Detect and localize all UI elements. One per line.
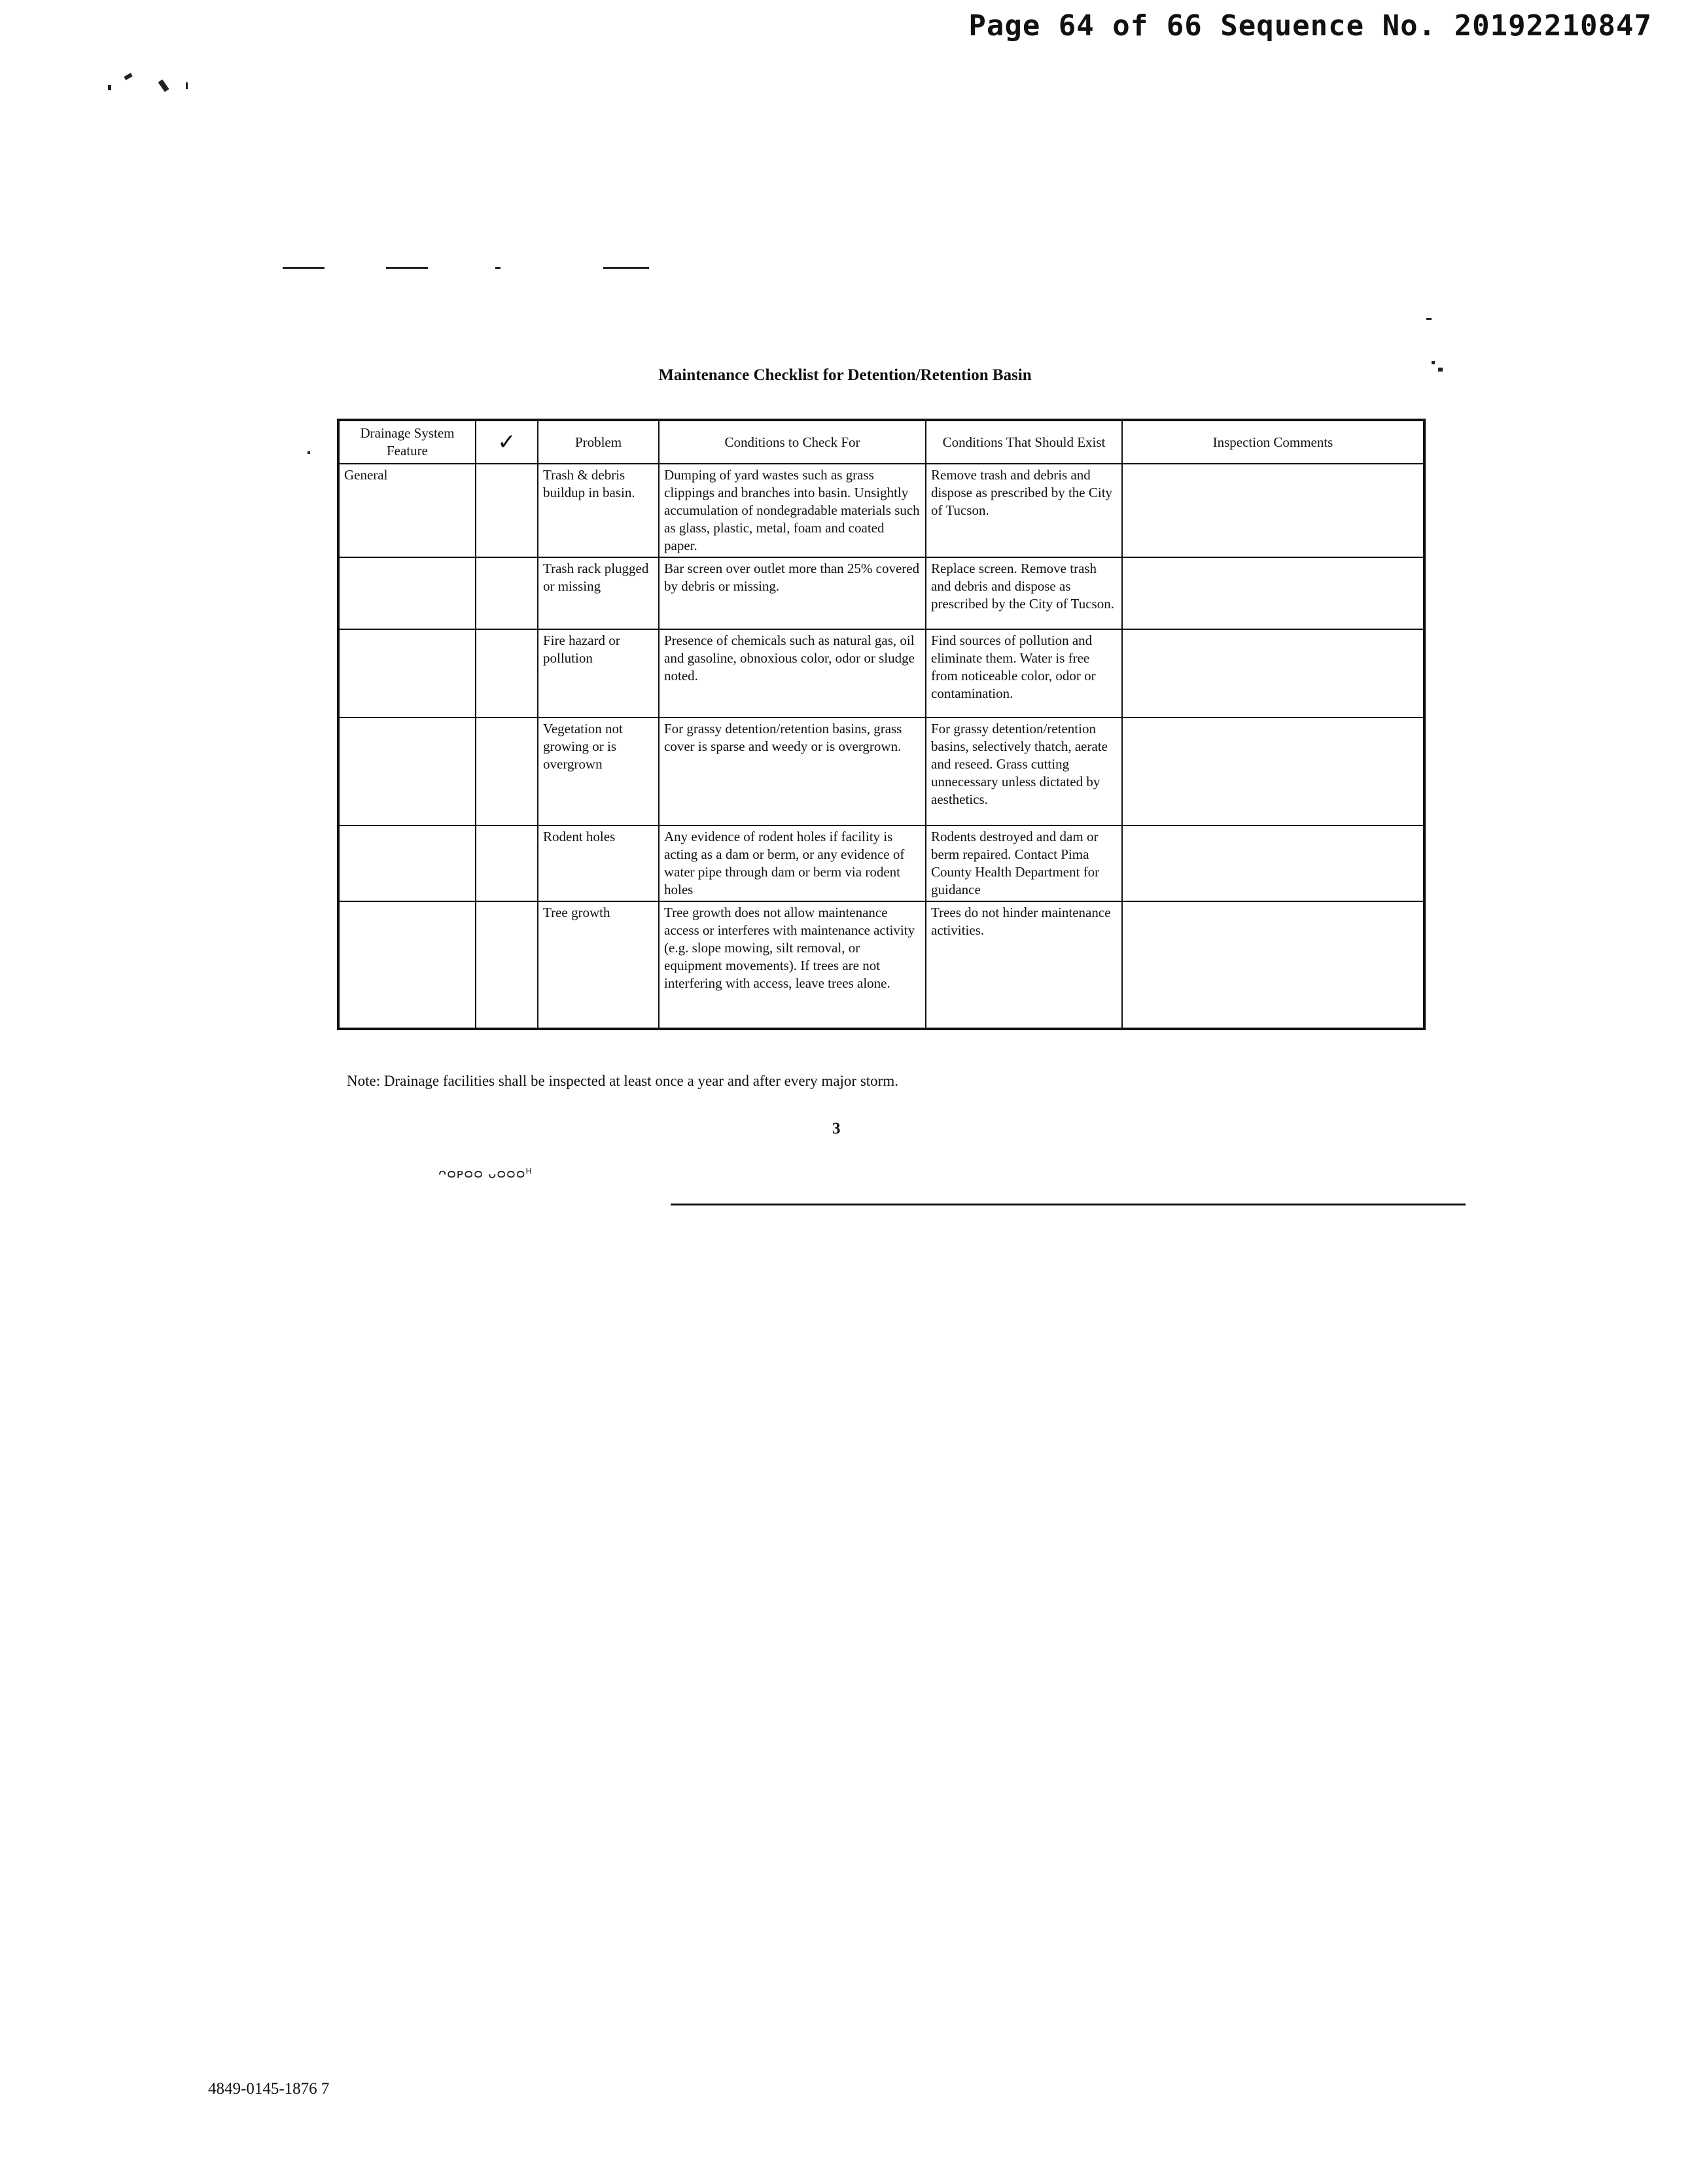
- scan-dash: [603, 267, 649, 269]
- table-row: [338, 825, 1424, 901]
- maintenance-checklist-table: [337, 419, 1426, 1030]
- column-header-check: [476, 420, 538, 464]
- problem-cell: Trash & debris buildup in basin.: [538, 464, 659, 557]
- feature-cell: General: [338, 464, 476, 557]
- page-sequence-stamp: Page 64 of 66 Sequence No. 20192210847: [968, 9, 1652, 43]
- check-for-cell: Dumping of yard wastes such as grass clippings and branches into basin. Unsightly accumulation of nondegradable materials such as glass, plastic, metal, foam and coated paper.: [659, 464, 926, 557]
- comments-cell: [1122, 629, 1424, 718]
- check-for-cell: For grassy detention/retention basins, grass cover is sparse and weedy or is overgrown.: [659, 718, 926, 825]
- scan-speck: [108, 85, 111, 90]
- table-row: [338, 557, 1424, 629]
- scan-dash: [283, 267, 325, 269]
- document-id: 4849-0145-1876 7: [208, 2080, 330, 2098]
- comments-cell: [1122, 825, 1424, 901]
- feature-cell: [338, 901, 476, 1029]
- scan-dash: [386, 267, 428, 269]
- handwritten-mark: ᴖᴑᴘᴑᴑ ᴗᴑᴑᴑᴴ: [438, 1166, 533, 1181]
- column-header-conditions-check: Conditions to Check For: [659, 420, 926, 464]
- column-header-comments: Inspection Comments: [1122, 420, 1424, 464]
- table-row: [338, 718, 1424, 825]
- check-cell: [476, 464, 538, 557]
- check-for-cell: Presence of chemicals such as natural gas, oil and gasoline, obnoxious color, odor or sludge noted.: [659, 629, 926, 718]
- scan-speck: [124, 73, 132, 80]
- should-exist-cell: Remove trash and debris and dispose as prescribed by the City of Tucson.: [926, 464, 1122, 557]
- scan-speck: [1432, 361, 1435, 364]
- should-exist-cell: Find sources of pollution and eliminate them. Water is free from noticeable color, odor or contamination.: [926, 629, 1122, 718]
- should-exist-cell: Rodents destroyed and dam or berm repaired. Contact Pima County Health Department for guidance: [926, 825, 1122, 901]
- problem-cell: Vegetation not growing or is overgrown: [538, 718, 659, 825]
- check-cell: [476, 629, 538, 718]
- scan-speck: [186, 82, 188, 89]
- feature-cell: [338, 825, 476, 901]
- problem-cell: Fire hazard or pollution: [538, 629, 659, 718]
- check-for-cell: Any evidence of rodent holes if facility is acting as a dam or berm, or any evidence of water pipe through dam or berm via rodent holes: [659, 825, 926, 901]
- problem-cell: Trash rack plugged or missing: [538, 557, 659, 629]
- comments-cell: [1122, 557, 1424, 629]
- check-cell: [476, 718, 538, 825]
- column-header-feature: Drainage System Feature: [338, 420, 476, 464]
- scan-speck: [1426, 318, 1432, 320]
- checklist-title: Maintenance Checklist for Detention/Retention Basin: [658, 366, 1032, 384]
- table-row: [338, 629, 1424, 718]
- column-header-conditions-exist: Conditions That Should Exist: [926, 420, 1122, 464]
- feature-cell: [338, 629, 476, 718]
- check-cell: [476, 557, 538, 629]
- scan-speck: [158, 79, 169, 92]
- inspection-note: Note: Drainage facilities shall be inspected at least once a year and after every major storm.: [347, 1073, 898, 1089]
- table-row: [338, 901, 1424, 1029]
- signature-line: [671, 1204, 1466, 1205]
- problem-cell: Rodent holes: [538, 825, 659, 901]
- table-row: [338, 464, 1424, 557]
- comments-cell: [1122, 901, 1424, 1029]
- should-exist-cell: Trees do not hinder maintenance activities.: [926, 901, 1122, 1029]
- should-exist-cell: For grassy detention/retention basins, selectively thatch, aerate and reseed. Grass cutting unnecessary unless dictated by aesthetics.: [926, 718, 1122, 825]
- comments-cell: [1122, 718, 1424, 825]
- check-cell: [476, 825, 538, 901]
- scan-speck: [308, 451, 310, 454]
- check-for-cell: Bar screen over outlet more than 25% covered by debris or missing.: [659, 557, 926, 629]
- check-for-cell: Tree growth does not allow maintenance access or interferes with maintenance activity (e.g. slope mowing, silt removal, or equipment movements). If trees are not interfering with access, leave trees alone.: [659, 901, 926, 1029]
- feature-cell: [338, 718, 476, 825]
- feature-cell: [338, 557, 476, 629]
- page-number: 3: [832, 1120, 841, 1137]
- should-exist-cell: Replace screen. Remove trash and debris and dispose as prescribed by the City of Tucson.: [926, 557, 1122, 629]
- comments-cell: [1122, 464, 1424, 557]
- problem-cell: Tree growth: [538, 901, 659, 1029]
- table-header-row: [338, 420, 1424, 464]
- column-header-problem: Problem: [538, 420, 659, 464]
- check-cell: [476, 901, 538, 1029]
- checkmark-icon: ✓: [497, 428, 516, 455]
- scan-dash: [495, 267, 501, 269]
